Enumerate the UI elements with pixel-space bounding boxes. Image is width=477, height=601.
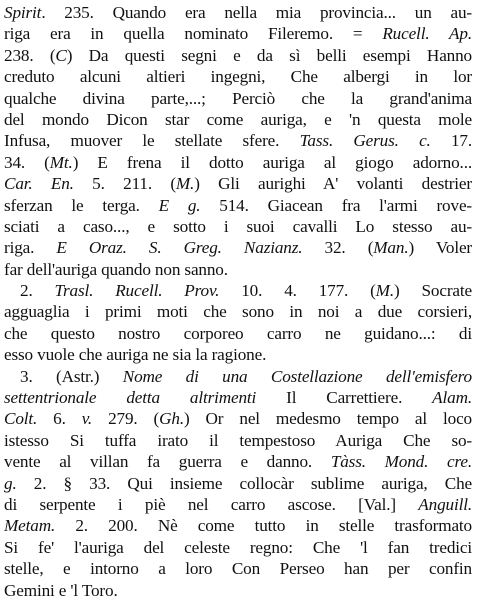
text-line [4, 344, 472, 365]
text-line [4, 195, 472, 216]
text-span: riga. [4, 238, 57, 258]
text-span: Infusa, muover le stellate sfere. [4, 131, 300, 151]
text-line [4, 88, 472, 109]
text-span: 32. ( [302, 238, 374, 258]
text-span: 2. [20, 281, 55, 301]
text-span: Nome di una Costellazione dell'emisfero [122, 366, 472, 386]
text-span: Tàss. Mond. cre. [330, 452, 472, 472]
text-line [4, 366, 472, 387]
text-span: ) E frena il dotto auriga al giogo adorno... [72, 152, 472, 172]
text-span: ) Or nel medesmo tempo al loco [183, 409, 472, 429]
text-span: Rucell. Ap. [382, 24, 472, 44]
text-span: Gh. [159, 409, 184, 429]
text-span: E Oraz. S. Greg. Nazianz. [56, 238, 303, 258]
text-span: ) Gli aurighi A' volanti destrier [194, 174, 472, 194]
text-span: Man. [373, 238, 409, 258]
text-span: vente al villan fa guerra e danno. [4, 452, 331, 472]
text-span: esso vuole che auriga ne sia la ragione. [4, 345, 267, 365]
text-span: Gemini e 'l Toro. [4, 580, 118, 600]
text-line [4, 408, 472, 429]
text-span: far dell'auriga quando non sanno. [4, 259, 228, 279]
text-span: Colt. [4, 409, 38, 429]
text-span: Spirit [4, 3, 42, 22]
text-line [4, 451, 472, 472]
text-span: qualche divina parte,...; Perciò che la grand'anima [4, 88, 472, 108]
text-span: che questo nostro corporeo carro ne guidano...: di [4, 323, 472, 343]
text-line [4, 173, 472, 194]
text-line [4, 537, 472, 558]
text-line [4, 152, 472, 173]
text-span: 5. 211. ( [73, 174, 176, 194]
text-span: stelle, e intorno a loro Con Perseo han per confin [4, 559, 472, 579]
text-line [4, 45, 472, 66]
text-span: Il Carrettiere. [256, 388, 433, 408]
text-span: Metam. [4, 516, 56, 536]
text-span: Trasl. Rucell. Prov. [54, 281, 220, 301]
text-span: 10. 4. 177. ( [219, 281, 376, 301]
text-span: E g. [158, 195, 201, 215]
text-span: ) Voler [408, 238, 473, 258]
text-span: Anguill. [418, 494, 472, 514]
text-line [4, 494, 472, 515]
text-span: g. [4, 473, 17, 493]
text-line [4, 558, 472, 579]
text-line [4, 130, 472, 151]
text-span: ) Da questi segni e da sì belli esempi Hanno [66, 45, 473, 65]
text-line [4, 387, 472, 408]
text-span: settentrionale detta altrimenti [4, 388, 257, 408]
dictionary-entry-page [4, 2, 472, 601]
text-span: M. [375, 281, 394, 301]
text-span: v. [81, 409, 93, 429]
text-line [4, 2, 472, 23]
text-span: Alam. [432, 388, 472, 408]
text-span: 2. § 33. Qui insieme collocàr sublime auriga, Che [16, 473, 472, 493]
text-span: C [55, 45, 67, 65]
text-line [4, 580, 472, 601]
text-span: istesso Si tuffa irato il tempestoso Auriga Che so- [4, 430, 472, 450]
paragraph-definition-3 [4, 366, 472, 601]
text-span: M. [175, 174, 195, 194]
text-span: Mt. [49, 152, 73, 172]
text-span: 514. Giacean fra l'armi rove- [200, 195, 472, 215]
text-span: 17. [430, 131, 473, 151]
text-line [4, 237, 472, 258]
text-span: . 235. Quando era nella mia provincia... un au- [41, 3, 472, 22]
text-line [4, 280, 472, 301]
text-span: Car. En. [4, 174, 74, 194]
text-span: agguaglia i primi moti che sono in noi a due corsieri, [4, 302, 472, 322]
text-span: di serpente i piè nel carro ascose. [Val.] [4, 494, 419, 514]
text-span: sciati a caso..., e sotto i suoi cavalli Lo stesso au- [4, 216, 472, 236]
text-span: 2. 200. Nè come tutto in stelle trasformato [55, 516, 472, 536]
text-line [4, 430, 472, 451]
text-line [4, 259, 472, 280]
text-span: del mondo Dicon star come auriga, e 'n questa mole [4, 109, 472, 129]
text-line [4, 66, 472, 87]
text-line [4, 473, 472, 494]
text-span: Tass. Gerus. c. [299, 131, 431, 151]
text-line [4, 216, 472, 237]
paragraph-definition-2 [4, 280, 472, 366]
text-line [4, 23, 472, 44]
text-span: riga era in quella nominato Fileremo. = [4, 24, 383, 44]
text-span: creduto alcuni altieri ingegni, Che albergi in lor [4, 67, 472, 87]
text-span: ) Socrate [394, 281, 472, 301]
text-span: sferzan le terga. [4, 195, 159, 215]
text-span: 238. ( [4, 45, 56, 65]
text-span: 279. ( [92, 409, 160, 429]
paragraph-definition-1 [4, 2, 472, 280]
text-span: Si fe' l'auriga del celeste regno: Che 'l fan tredici [4, 537, 472, 557]
text-span: 6. [37, 409, 82, 429]
text-line [4, 301, 472, 322]
text-line [4, 323, 472, 344]
text-span: 3. (Astr.) [20, 366, 123, 386]
text-line [4, 109, 472, 130]
text-span: 34. ( [4, 152, 50, 172]
text-line [4, 515, 472, 536]
